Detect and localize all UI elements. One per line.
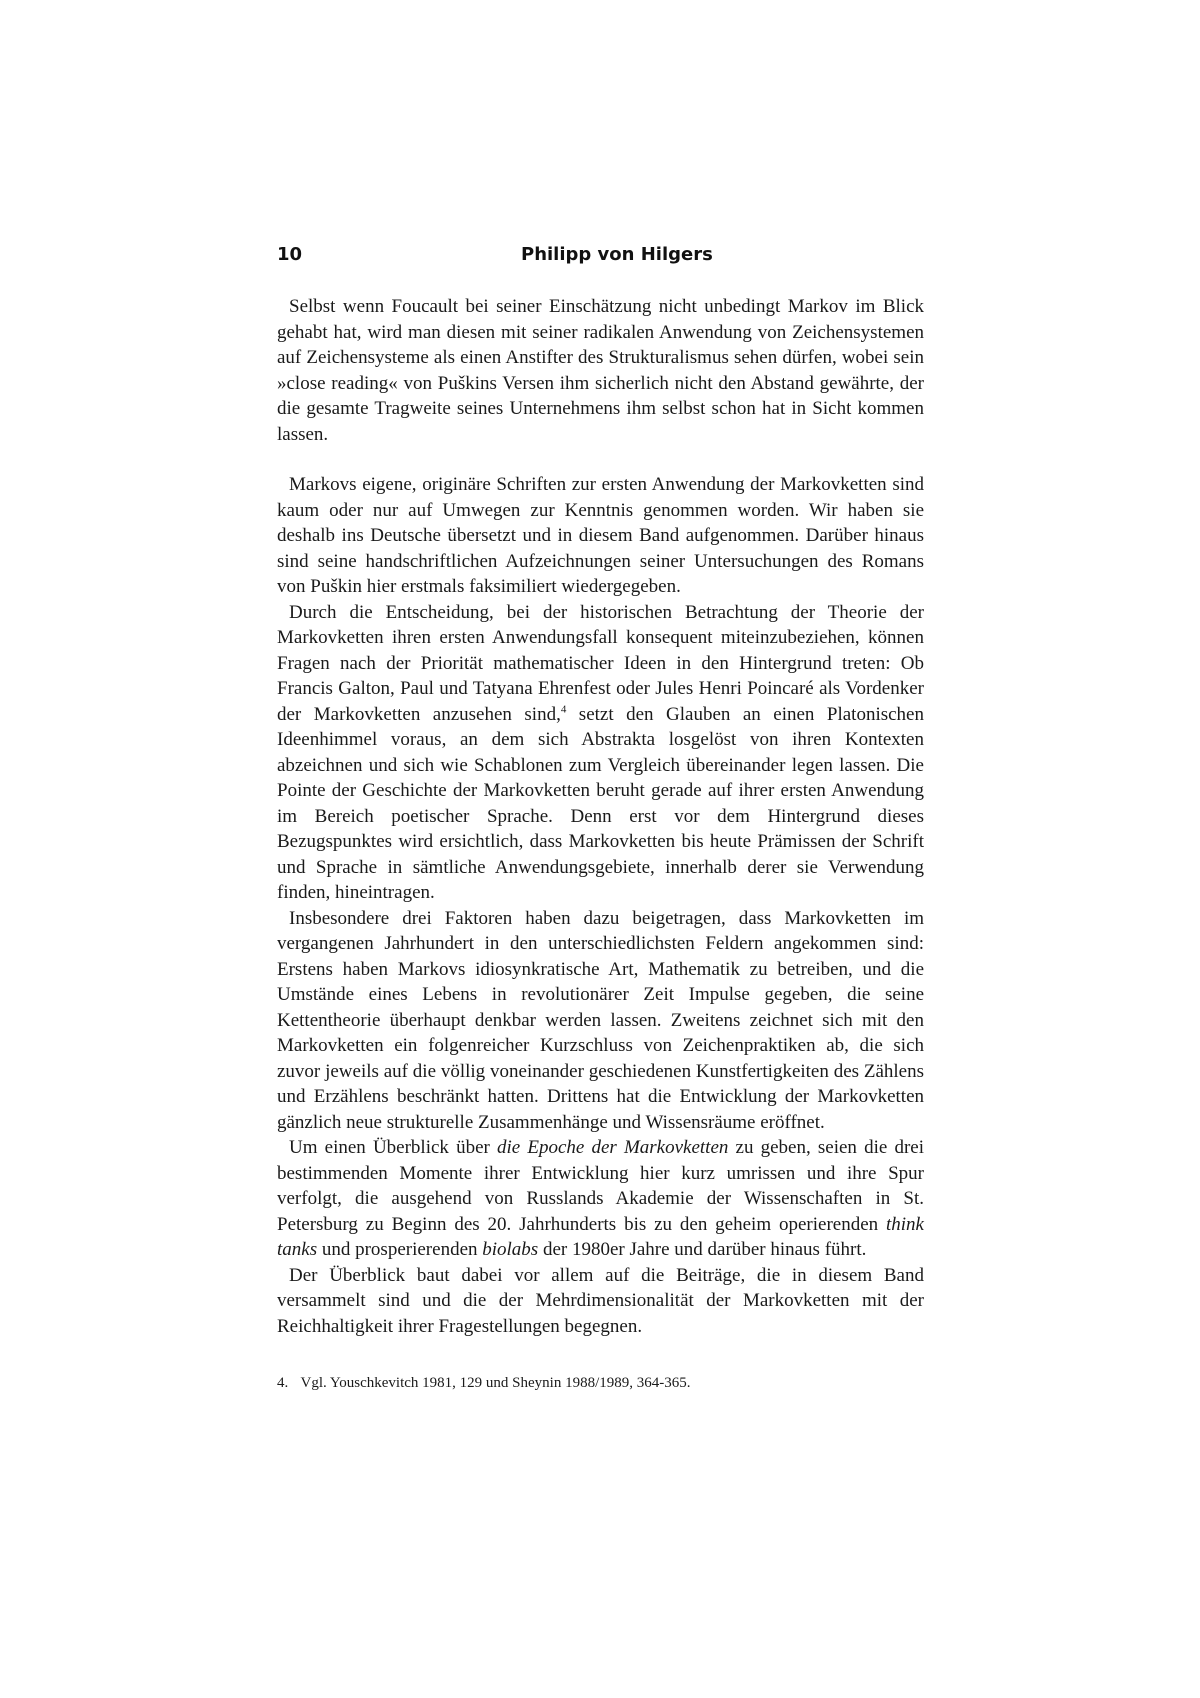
running-head: [277, 244, 924, 274]
paragraph-text: zu geben, seien die drei bestimmenden Momente ihrer Entwicklung hier kurz umrissen und ihre Spur verfolgt, die ausgehend von Russlands Akademie der Wissenschaften in St. Petersburg zu Beginn des 20. Jahrhunderts bis zu den geheim operierenden: [277, 1137, 924, 1235]
footnote-text: Vgl. Youschkevitch 1981, 129 und Sheynin 1988/1989, 364-365.: [300, 1375, 691, 1391]
paragraph: Insbesondere drei Faktoren haben dazu beigetragen, dass Markovketten im vergangenen Jahrhundert in den unterschiedlichsten Feldern angekommen sind: Erstens haben Markovs idiosynkratische Art, Mathematik zu betreiben, und die Umstände eines Lebens in revolutionärer Zeit Impulse gegeben, die seine Kettentheorie überhaupt denkbar werden lassen. Zweitens zeichnet sich mit den Markovketten ein folgenreicher Kurzschluss von Zeichenpraktiken ab, die sich zuvor jeweils auf die völlig voneinander geschiedenen Kunstfertigkeiten des Zählens und Erzählens beschränkt hatten. Drittens hat die Entwicklung der Markovketten gänzlich neue strukturelle Zusammenhänge und Wissensräume eröffnet.: [277, 907, 924, 1133]
paragraph-text: der 1980er Jahre und darüber hinaus führt.: [538, 1239, 867, 1260]
running-head-author: Philipp von Hilgers: [521, 244, 713, 265]
paragraph-text: setzt den Glauben an einen Platonischen Ideenhimmel voraus, an dem sich Abstrakta losgelöst von ihren Kontexten abzeichnen und sich wie Schablonen zum Vergleich übereinander legen lassen. Die Pointe der Geschichte der Markovketten beruht gerade auf ihrer ersten Anwendung im Bereich poetischer Sprache. Denn erst vor dem Hintergrund dieses Bezugspunktes wird ersichtlich, dass Markovketten bis heute Prämissen der Schrift und Sprache in sämtliche Anwendungsgebiete, innerhalb derer sie Verwendung finden, hineintragen.: [277, 703, 924, 903]
body-text: [277, 294, 924, 1339]
book-page: [277, 244, 924, 1393]
italic-phrase: die Epoche der Markovketten: [496, 1137, 729, 1158]
paragraph: Selbst wenn Foucault bei seiner Einschätzung nicht unbedingt Markov im Blick gehabt hat, wird man diesen mit seiner radikalen Anwendung von Zeichensystemen auf Zeichensysteme als einen Anstifter des Strukturalismus sehen dürfen, wobei sein »close reading« von Puškins Versen ihm sicherlich nicht den Abstand gewährte, der die gesamte Tragweite seines Unternehmens ihm selbst schon hat in Sicht kommen lassen.: [277, 296, 924, 445]
italic-phrase: biolabs: [482, 1239, 539, 1260]
paragraph-text: Um einen Überblick über: [289, 1137, 497, 1158]
paragraph-text: Durch die Entscheidung, bei der historischen Betrachtung der Theorie der Markovketten ihren ersten Anwendungsfall konsequent miteinzubeziehen, können Fragen nach der Priorität mathematischer Ideen in den Hintergrund treten: Ob Francis Galton, Paul und Tatyana Ehrenfest oder Jules Henri Poincaré als Vordenker der Markovketten anzusehen sind,: [277, 601, 924, 725]
italic-phrase: think tanks: [277, 1213, 924, 1260]
footnote-reference: 4: [560, 703, 567, 716]
paragraph: [277, 1135, 924, 1263]
footnote: [277, 1373, 924, 1393]
paragraph: [277, 600, 924, 906]
paragraph: Der Überblick baut dabei vor allem auf die Beiträge, die in diesem Band versammelt sind und die der Mehrdimensionalität der Markovketten mit der Reichhaltigkeit ihrer Fragestellungen begegnen.: [277, 1264, 924, 1337]
paragraph: Markovs eigene, originäre Schriften zur ersten Anwendung der Markovketten sind kaum oder nur auf Umwegen zur Kenntnis genommen worden. Wir haben sie deshalb ins Deutsche übersetzt und in diesem Band aufgenommen. Darüber hinaus sind seine handschriftlichen Aufzeichnungen seiner Untersuchungen des Romans von Puškin hier erstmals faksimiliert wiedergegeben.: [277, 474, 924, 597]
footnote-number: 4.: [277, 1375, 289, 1391]
page-number: 10: [277, 244, 303, 265]
footnotes: [277, 1373, 924, 1393]
paragraph-text: und prosperierenden: [317, 1239, 483, 1260]
